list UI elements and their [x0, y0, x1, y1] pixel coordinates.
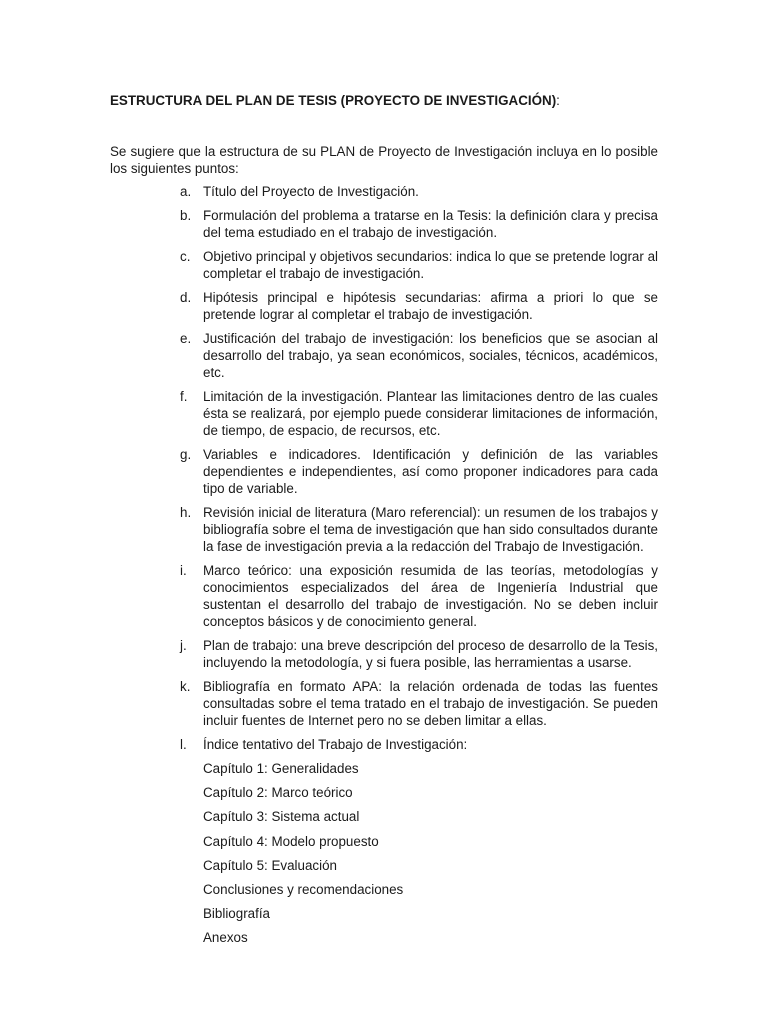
list-item	[110, 736, 658, 753]
list-item-letter: c.	[180, 249, 191, 264]
list-item-letter: h.	[180, 505, 192, 520]
list-item-letter: f.	[180, 389, 188, 404]
list-item-letter: e.	[180, 331, 192, 346]
list-item-letter: l.	[180, 737, 187, 752]
list-item	[110, 562, 658, 630]
list-item-letter: a.	[180, 184, 192, 199]
document-title-colon: :	[556, 93, 560, 108]
list-item	[110, 678, 658, 729]
list-item-letter: d.	[180, 290, 192, 305]
list-item	[110, 248, 658, 282]
list-item-text: Hipótesis principal e hipótesis secundarias: afirma a priori lo que se pretende lograr al completar el trabajo de investigación.	[203, 290, 658, 322]
list-item-text: Objetivo principal y objetivos secundarios: indica lo que se pretende lograr al completar el trabajo de investigación.	[203, 249, 658, 281]
list-item-text: Revisión inicial de literatura (Maro referencial): un resumen de los trabajos y bibliografía sobre el tema de investigación que han sido consultados durante la fase de investigación previa a la redacción del Trabajo de Investigación.	[203, 505, 658, 554]
list-item-text: Limitación de la investigación. Plantear las limitaciones dentro de las cuales ésta se realizará, por ejemplo puede considerar limitaciones de información, de tiempo, de espacio, de recursos, etc.	[203, 389, 658, 438]
index-entry: Conclusiones y recomendaciones	[203, 881, 404, 897]
list-item	[110, 289, 658, 323]
index-entry: Capítulo 5: Evaluación	[203, 857, 337, 873]
document-page	[110, 92, 658, 954]
list-item	[110, 207, 658, 241]
list-item-letter: j.	[180, 638, 187, 653]
index-entry: Capítulo 3: Sistema actual	[203, 809, 360, 825]
list-item	[110, 446, 658, 497]
tentative-index-list	[110, 760, 658, 954]
list-item-text: Bibliografía en formato APA: la relación ordenada de todas las fuentes consultadas sobre el tema tratado en el trabajo de investigación. Se pueden incluir fuentes de Internet pero no se deben limitar a ellas.	[203, 679, 658, 728]
document-title	[110, 92, 658, 112]
document-title-text: ESTRUCTURA DEL PLAN DE TESIS (PROYECTO DE INVESTIGACIÓN)	[110, 93, 557, 108]
index-entry: Bibliografía	[203, 906, 270, 922]
structure-list	[110, 183, 658, 753]
list-item-text: Justificación del trabajo de investigación: los beneficios que se asocian al desarrollo del trabajo, ya sean económicos, sociales, técnicos, académicos, etc.	[203, 331, 658, 380]
list-item-letter: k.	[180, 679, 191, 694]
list-item-text: Formulación del problema a tratarse en la Tesis: la definición clara y precisa del tema estudiado en el trabajo de investigación.	[203, 208, 658, 240]
list-item	[110, 504, 658, 555]
index-entry: Capítulo 1: Generalidades	[203, 761, 359, 776]
index-entry: Anexos	[203, 930, 248, 946]
list-item-letter: g.	[180, 447, 192, 462]
list-item	[110, 183, 658, 200]
list-item-text: Índice tentativo del Trabajo de Investigación:	[203, 737, 468, 752]
index-entry: Capítulo 2: Marco teórico	[203, 785, 353, 801]
list-item	[110, 388, 658, 439]
list-item-text: Marco teórico: una exposición resumida de las teorías, metodologías y conocimientos especializados del área de Ingeniería Industrial que sustentan el desarrollo del trabajo de investigación. No se deben incluir conceptos básicos y de conocimiento general.	[203, 563, 658, 629]
list-item-letter: i.	[180, 563, 187, 578]
intro-paragraph: Se sugiere que la estructura de su PLAN de Proyecto de Investigación incluya en lo posible los siguientes puntos:	[110, 144, 658, 176]
list-item-letter: b.	[180, 208, 192, 223]
index-entry: Capítulo 4: Modelo propuesto	[203, 833, 379, 849]
list-item	[110, 637, 658, 671]
list-item	[110, 330, 658, 381]
list-item-text: Plan de trabajo: una breve descripción del proceso de desarrollo de la Tesis, incluyendo la metodología, y si fuera posible, las herramientas a usarse.	[203, 638, 658, 670]
list-item-text: Variables e indicadores. Identificación y definición de las variables dependientes e independientes, así como proponer indicadores para cada tipo de variable.	[203, 447, 658, 496]
list-item-text: Título del Proyecto de Investigación.	[203, 184, 419, 199]
